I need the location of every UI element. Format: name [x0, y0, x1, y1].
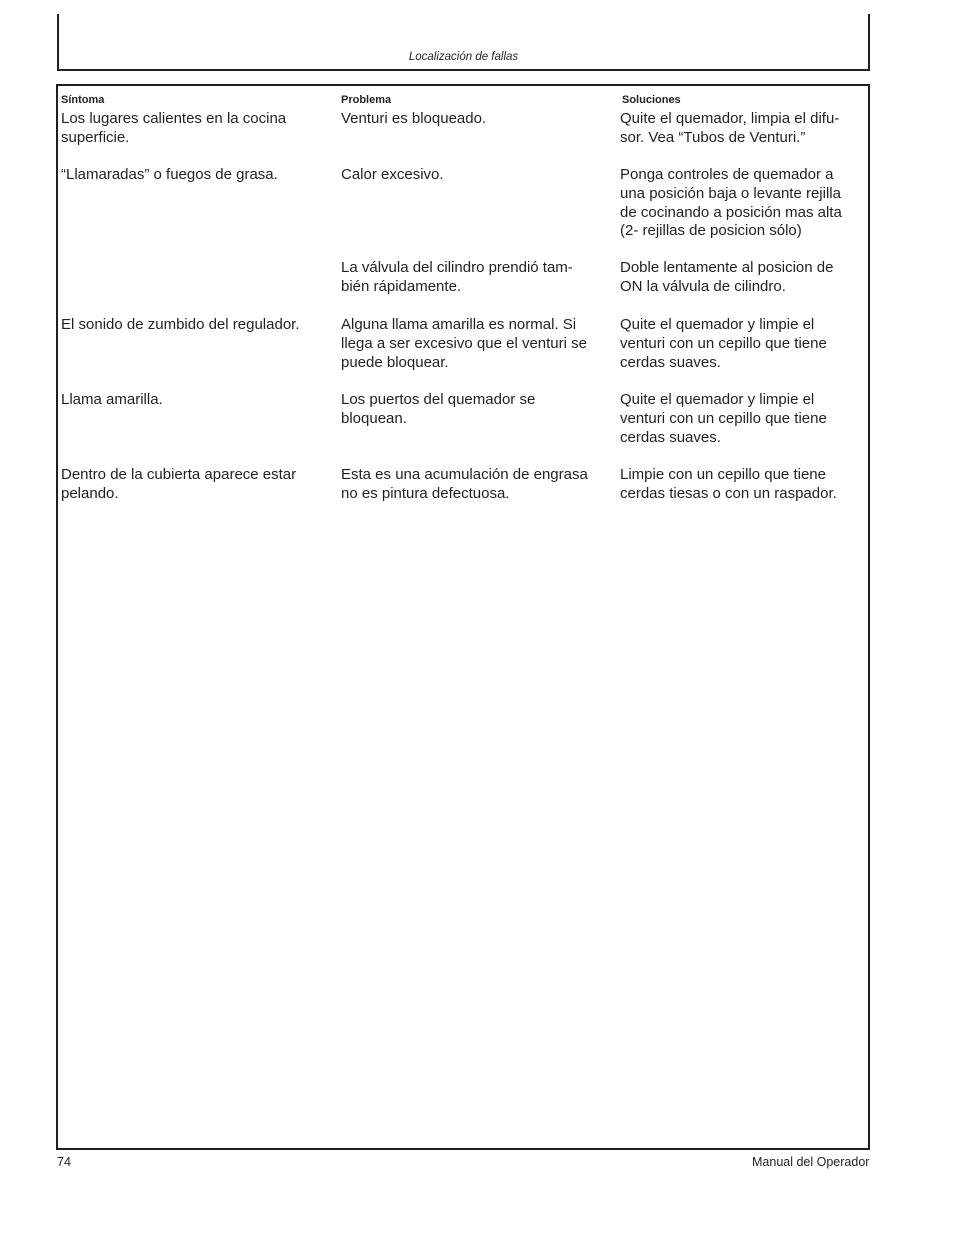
solucion-cell: Quite el quemador, limpia el difu- sor. Vea “Tubos de Venturi.” — [620, 110, 840, 146]
problema-cell: Los puertos del quemador se bloquean. — [341, 391, 536, 427]
sintoma-cell: Llama amarilla. — [61, 391, 163, 408]
solucion-cell: Ponga controles de quemador a una posición baja o levante rejilla de cocinando a posición mas alta (2- rejillas de posicion sólo) — [620, 166, 842, 240]
sintoma-cell: “Llamaradas” o fuegos de grasa. — [61, 166, 278, 183]
section-title: Localización de fallas — [408, 51, 519, 63]
sintoma-cell: El sonido de zumbido del regulador. — [61, 316, 300, 333]
sintoma-cell: Dentro de la cubierta aparece estar pelando. — [61, 466, 297, 502]
sintoma-cell: Los lugares calientes en la cocina superficie. — [61, 110, 287, 146]
solucion-cell: Limpie con un cepillo que tiene cerdas tiesas o con un raspador. — [620, 466, 837, 502]
column-header-problema: Problema — [341, 94, 392, 106]
manual-title: Manual del Operador — [752, 1155, 870, 1169]
problema-cell: La válvula del cilindro prendió tam- bién rápidamente. — [341, 259, 573, 295]
problema-cell: Esta es una acumulación de engrasa no es pintura defectuosa. — [341, 466, 588, 502]
page-number: 74 — [57, 1155, 71, 1169]
page-header — [57, 14, 870, 71]
solucion-cell: Doble lentamente al posicion de ON la válvula de cilindro. — [620, 259, 834, 295]
column-header-soluciones: Soluciones — [622, 94, 681, 106]
column-header-sintoma: Síntoma — [61, 94, 105, 106]
troubleshooting-table — [56, 84, 870, 1150]
solucion-cell: Quite el quemador y limpie el venturi con un cepillo que tiene cerdas suaves. — [620, 316, 827, 371]
problema-cell: Venturi es bloqueado. — [341, 110, 487, 127]
problema-cell: Calor excesivo. — [341, 166, 444, 183]
problema-cell: Alguna llama amarilla es normal. Si llega a ser excesivo que el venturi se puede bloquear. — [341, 316, 587, 371]
solucion-cell: Quite el quemador y limpie el venturi con un cepillo que tiene cerdas suaves. — [620, 391, 827, 446]
